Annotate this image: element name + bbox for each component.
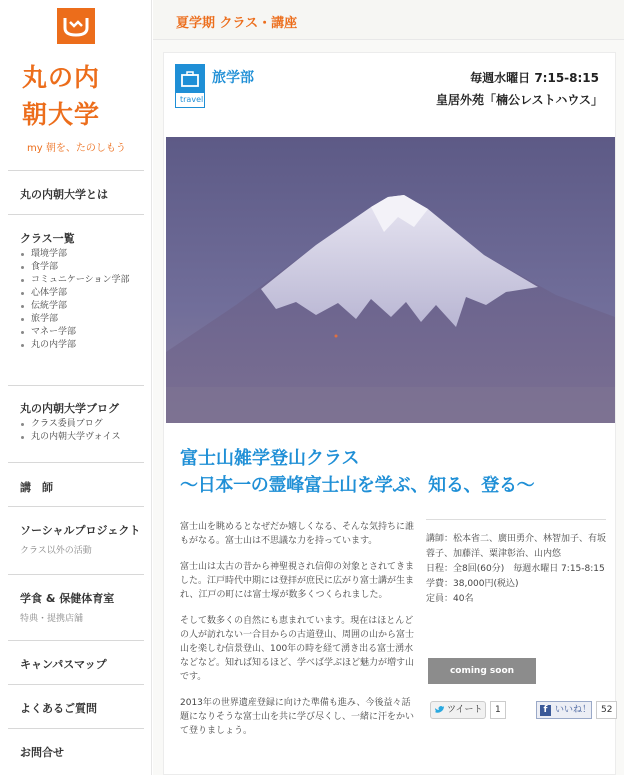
nav-social-sub[interactable]: クラス以外の活動 <box>20 546 92 556</box>
nav-gym[interactable]: 学食 & 保健体育室 <box>20 592 115 605</box>
nav-contact[interactable]: お問合せ <box>20 746 64 759</box>
twitter-bird-icon <box>434 705 445 715</box>
description-paragraph: 2013年の世界遺産登録に向けた準備も進み、今後益々話題になりそうな富士山を共に学び尽くし、一緒に汗をかいて登りましょう。 <box>180 698 415 736</box>
nav-class-item[interactable]: マネー学部 <box>20 326 129 339</box>
course-title: 富士山雑学登山クラス <box>180 448 360 469</box>
tweet-button[interactable] <box>430 701 486 719</box>
divider <box>426 519 606 520</box>
nav-social-project[interactable]: ソーシャルプロジェクト <box>20 524 141 537</box>
nav-blog-item[interactable]: クラス委員ブログ <box>20 418 121 431</box>
nav-campus-map[interactable]: キャンパスマップ <box>20 658 107 671</box>
divider <box>8 506 144 507</box>
logo-mark-icon <box>57 8 95 44</box>
course-subtitle: 〜日本一の霊峰富士山を学ぶ、知る、登る〜 <box>180 475 535 496</box>
class-list <box>20 248 129 352</box>
divider <box>8 462 144 463</box>
like-count: 52 <box>596 701 617 719</box>
course-description <box>180 520 415 750</box>
sidebar <box>0 0 152 775</box>
main-content <box>153 40 624 775</box>
divider <box>8 684 144 685</box>
logo-tagline: my 朝を、たのしもう <box>27 143 126 154</box>
facebook-icon: f <box>540 705 551 716</box>
nav-blog-heading[interactable]: 丸の内朝大学ブログ <box>20 402 119 415</box>
blog-list <box>20 418 121 444</box>
schedule: 毎週水曜日 7:15-8:15 <box>470 71 599 85</box>
fee: 学費：38,000円(税込) <box>426 579 519 589</box>
dept-badge[interactable] <box>175 64 205 108</box>
divider <box>8 574 144 575</box>
nav-class-item[interactable]: コミュニケーション学部 <box>20 274 129 287</box>
venue: 皇居外苑「楠公レストハウス」 <box>435 93 603 107</box>
page-title: 夏学期 クラス・講座 <box>176 16 298 31</box>
logo-text-line2: 朝大学 <box>22 100 101 129</box>
description-paragraph: そして数多くの自然にも恵まれています。現在はほとんどの人が訪れない一合目からの古道登山、周囲の山から富士山を楽しむ信景登山、100年の時を経て湧き出る富士湧水などなど。知れば知るほど、学べば学ぶほど魅力が増す山です。 <box>180 616 415 682</box>
nav-faq[interactable]: よくあるご質問 <box>20 702 97 715</box>
tweet-count: 1 <box>490 701 506 719</box>
divider <box>8 728 144 729</box>
nav-gym-sub[interactable]: 特典・提携店舗 <box>20 614 84 624</box>
description-paragraph: 富士山は太古の昔から神聖視され信仰の対象とされてきました。江戸時代中期には登拝が庶民に広がり富士講が生まれ、江戸の町には富士塚が数多くつくられました。 <box>180 562 415 600</box>
nav-about[interactable]: 丸の内朝大学とは <box>20 188 108 201</box>
tweet-label: ツイート <box>447 705 483 715</box>
description-paragraph: 富士山を眺めるとなぜだか嬉しくなる、そんな気持ちに誰もがなる。富士山は不思議な力を持っています。 <box>180 522 415 546</box>
like-label: いいね！ <box>555 705 592 715</box>
nav-class-item[interactable]: 食学部 <box>20 261 129 274</box>
divider <box>8 385 144 386</box>
suitcase-icon <box>176 65 204 93</box>
nav-classes-heading[interactable]: クラス一覧 <box>20 232 75 245</box>
badge-label: travel <box>180 95 204 104</box>
logo[interactable] <box>0 0 152 166</box>
course-info <box>426 532 606 607</box>
nav-blog-item[interactable]: 丸の内朝大学ヴォイス <box>20 431 121 444</box>
nav-class-item[interactable]: 伝統学部 <box>20 300 129 313</box>
divider <box>8 640 144 641</box>
facebook-like-button[interactable] <box>536 701 592 719</box>
nav-lecturer[interactable]: 講 師 <box>20 481 53 494</box>
nav-class-item[interactable]: 旅学部 <box>20 313 129 326</box>
nav-class-item[interactable]: 心体学部 <box>20 287 129 300</box>
nav-class-item[interactable]: 丸の内学部 <box>20 339 129 352</box>
divider <box>8 170 144 171</box>
divider <box>8 214 144 215</box>
capacity: 定員：40名 <box>426 594 474 604</box>
coming-soon-button[interactable]: coming soon <box>428 658 536 684</box>
course-card <box>163 52 616 775</box>
dept-name: 旅学部 <box>212 70 254 86</box>
topbar <box>153 0 624 40</box>
dates: 日程：全8回(60分) 毎週水曜日 7:15-8:15 <box>426 564 605 574</box>
nav-class-item[interactable]: 環境学部 <box>20 248 129 261</box>
lecturers: 講師：松本省二、廣田勇介、林智加子、有坂蓉子、加藤洋、粟津彰治、山内悠 <box>426 534 607 559</box>
hero-image-mt-fuji <box>166 137 615 423</box>
logo-text-line1: 丸の内 <box>22 63 101 92</box>
